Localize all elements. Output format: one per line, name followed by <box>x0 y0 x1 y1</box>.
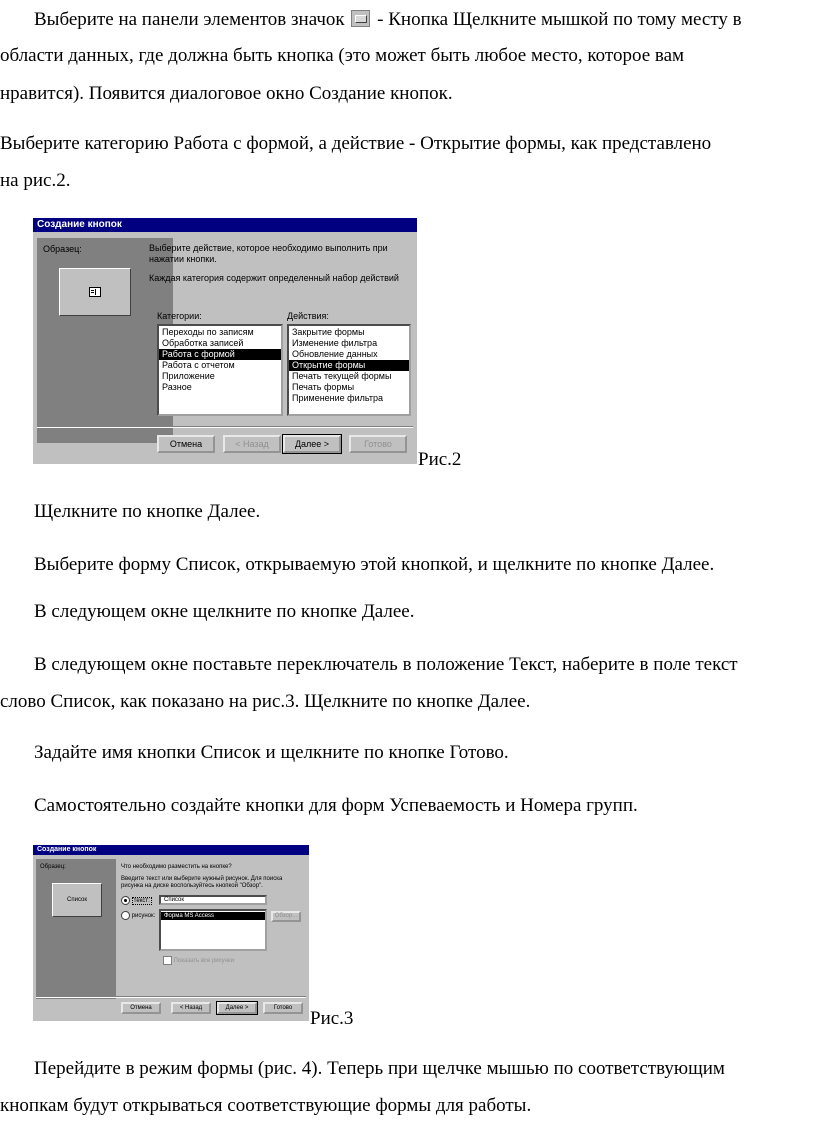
browse-button[interactable]: Обзор... <box>271 911 301 922</box>
paragraph-1-line-1 <box>34 10 742 30</box>
paragraph-5: В следующем окне щелкните по кнопке Далее. <box>34 601 415 622</box>
cancel-button[interactable]: Отмена <box>121 1002 161 1014</box>
action-list-item[interactable]: Обновление данных <box>292 349 378 359</box>
command-button-icon <box>351 10 370 27</box>
finish-button[interactable]: Готово <box>263 1002 303 1014</box>
radio-picture-option[interactable] <box>121 911 155 920</box>
action-list-item[interactable]: Изменение фильтра <box>292 338 378 348</box>
sample-preview <box>52 883 102 917</box>
dialog-title: Создание кнопок <box>33 218 417 232</box>
sample-label: Образец: <box>43 244 82 254</box>
paragraph-6-line-2: слово Список, как показано на рис.3. Щелкните по кнопке Далее. <box>0 691 531 712</box>
paragraph-9-line-1: Перейдите в режим формы (рис. 4). Теперь при щелчке мышью по соответствующим <box>34 1058 725 1079</box>
paragraph-4: Выберите форму Список, открываемую этой кнопкой, и щелкните по кнопке Далее. <box>34 554 715 575</box>
back-button[interactable]: < Назад <box>171 1002 211 1014</box>
radio-text-label: текст: <box>133 898 150 905</box>
p1-text-b: - Кнопка Щелкните мышкой по тому месту в <box>377 9 742 30</box>
radio-picture-icon[interactable] <box>121 911 130 920</box>
sample-preview <box>59 268 131 316</box>
pictures-list[interactable] <box>159 909 267 951</box>
category-list-item[interactable]: Обработка записей <box>162 338 244 348</box>
instruction-line-1: Введите текст или выберите нужный рисунок. Для поиска <box>121 876 283 882</box>
instruction-line-2: нажатии кнопки. <box>149 254 217 264</box>
sample-button-caption: Список <box>67 897 87 903</box>
next-button[interactable]: Далее > <box>283 435 341 453</box>
paragraph-2-line-2: на рис.2. <box>0 170 71 191</box>
paragraph-1-line-3: нравится). Появится диалоговое окно Создание кнопок. <box>0 83 453 104</box>
category-list-item[interactable]: Работа с формой <box>159 349 281 360</box>
paragraph-2-line-1: Выберите категорию Работа с формой, а действие - Открытие формы, как представлено <box>0 133 712 154</box>
instruction-line-3: Каждая категория содержит определенный набор действий <box>149 273 399 283</box>
category-list-item[interactable]: Работа с отчетом <box>162 360 235 370</box>
checkbox-label: Показать все рисунки <box>173 958 234 965</box>
instruction-line-1: Выберите действие, которое необходимо выполнить при <box>149 243 388 253</box>
figure-2-dialog <box>33 218 417 464</box>
dialog-separator <box>36 996 306 998</box>
paragraph-1-line-2: области данных, где должна быть кнопка (это может быть любое место, которое вам <box>0 45 685 66</box>
action-list-item[interactable]: Печать формы <box>292 382 355 392</box>
caption-fig-3: Рис.3 <box>310 1008 354 1029</box>
actions-list[interactable] <box>287 324 411 416</box>
dialog-separator <box>37 426 413 428</box>
category-list-item[interactable]: Разное <box>162 382 192 392</box>
paragraph-6-line-1: В следующем окне поставьте переключатель в положение Текст, наберите в поле текст <box>34 654 738 675</box>
sample-label: Образец: <box>40 864 66 870</box>
categories-list[interactable] <box>157 324 283 416</box>
actions-label: Действия: <box>287 311 329 321</box>
next-button[interactable]: Далее > <box>217 1002 257 1014</box>
finish-button[interactable]: Готово <box>349 435 407 453</box>
show-all-pictures-option[interactable] <box>163 956 234 965</box>
categories-label: Категории: <box>157 311 202 321</box>
paragraph-7: Задайте имя кнопки Список и щелкните по кнопке Готово. <box>34 742 509 763</box>
back-button[interactable]: < Назад <box>223 435 281 453</box>
action-list-item[interactable]: Открытие формы <box>289 360 409 371</box>
form-icon <box>89 287 101 297</box>
sample-panel <box>36 859 116 999</box>
show-all-checkbox[interactable] <box>163 956 172 965</box>
radio-picture-label: рисунок: <box>131 913 156 920</box>
picture-list-item[interactable]: Форма MS Access <box>161 912 265 920</box>
radio-text-option[interactable] <box>121 896 152 905</box>
paragraph-9-line-2: кнопкам будут открываться соответствующие формы для работы. <box>0 1095 532 1116</box>
paragraph-8: Самостоятельно создайте кнопки для форм Успеваемость и Номера групп. <box>34 795 638 816</box>
paragraph-3: Щелкните по кнопке Далее. <box>34 501 261 522</box>
figure-3-dialog <box>33 845 309 1021</box>
question-label: Что необходимо разместить на кнопке? <box>121 864 232 870</box>
cancel-button[interactable]: Отмена <box>157 435 215 453</box>
sample-panel <box>37 238 173 443</box>
action-list-item[interactable]: Применение фильтра <box>292 393 383 403</box>
p1-text-a: Выберите на панели элементов значок <box>34 9 345 30</box>
text-input[interactable]: Список <box>159 895 267 905</box>
action-list-item[interactable]: Закрытие формы <box>292 327 365 337</box>
category-list-item[interactable]: Приложение <box>162 371 215 381</box>
action-list-item[interactable]: Печать текущей формы <box>292 371 392 381</box>
dialog-title: Создание кнопок <box>33 845 309 855</box>
instruction-line-2: рисунка на диске воспользуйтесь кнопкой "Обзор". <box>121 883 263 889</box>
caption-fig-2: Рис.2 <box>418 449 462 470</box>
radio-text-icon[interactable] <box>121 896 130 905</box>
category-list-item[interactable]: Переходы по записям <box>162 327 254 337</box>
